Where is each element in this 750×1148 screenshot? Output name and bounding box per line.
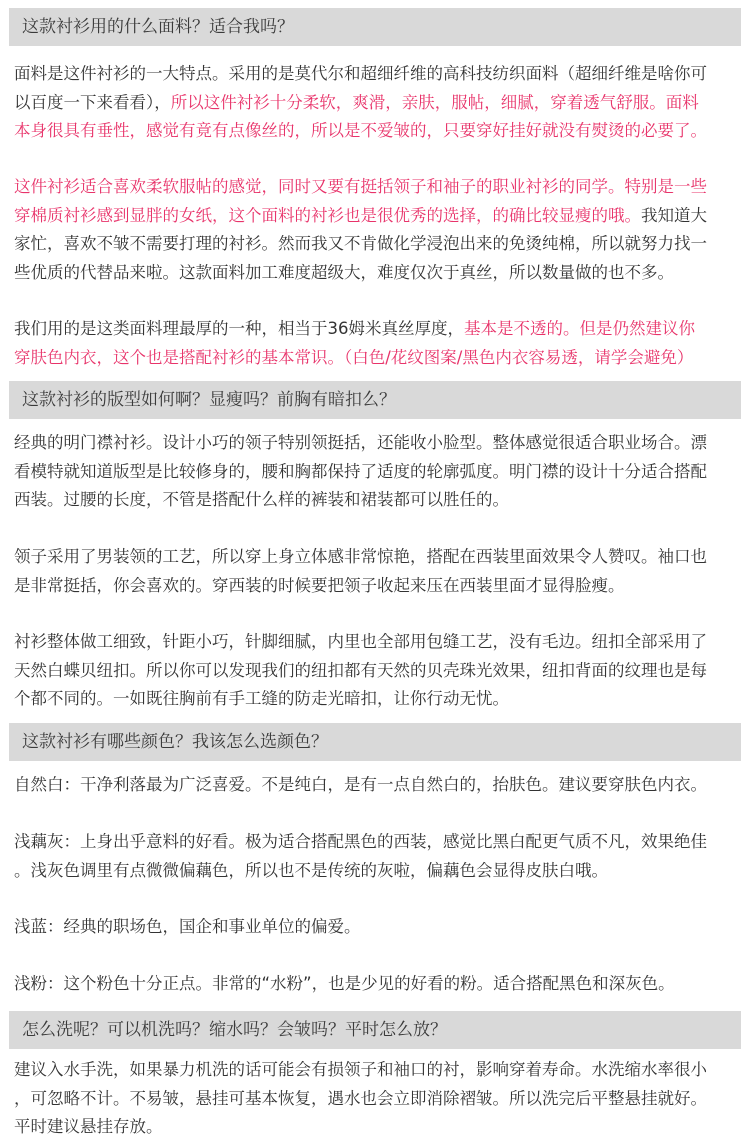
text-line <box>14 970 736 999</box>
paragraph-fit-collar <box>14 543 736 600</box>
text-line <box>14 259 736 288</box>
text-line <box>14 771 736 800</box>
text-line <box>14 1113 736 1142</box>
paragraph-fit-craft <box>14 628 736 714</box>
section-header-colors: 这款衬衫有哪些颜色？我该怎么选颜色？ <box>9 723 741 761</box>
body-text: 平时建议悬挂存放。 <box>14 1117 163 1136</box>
text-line <box>14 913 736 942</box>
paragraph-color-grey <box>14 828 736 885</box>
text-line <box>14 173 736 202</box>
body-text: 我知道大 <box>641 205 707 225</box>
body-text: 看模特就知道版型是比较修身的，腰和胸都保持了适度的轮廓弧度。明门襟的设计十分适合搭配 <box>14 461 707 481</box>
body-text: 经典的明门襟衬衫。设计小巧的领子特别领挺括，还能收小脸型。整体感觉很适合职业场合。漂 <box>14 433 707 452</box>
body-text: 些优质的代替品来啦。这款面料加工难度超级大，难度仅次于真丝，所以数量做的也不多。 <box>14 262 674 282</box>
body-text: 浅蓝：经典的职场色，国企和事业单位的偏爱。 <box>14 917 361 936</box>
body-text: 家忙，喜欢不皱不需要打理的衬衫。然而我又不肯做化学浸泡出来的免烫纯棉，所以就努力找一 <box>14 234 707 253</box>
body-text: 建议入水手洗，如果暴力机洗的话可能会有损领子和袖口的衬，影响穿着寿命。水洗缩水率很小 <box>14 1060 707 1079</box>
text-line <box>14 458 736 487</box>
body-text: 自然白：干净利落最为广泛喜爱。不是纯白，是有一点自然白的，抬肤色。建议要穿肤色内衣。 <box>14 775 707 794</box>
text-line <box>14 344 736 373</box>
body-text: 领子采用了男装领的工艺，所以穿上身立体感非常惊艳，搭配在西装里面效果令人赞叹。袖口也 <box>14 547 707 566</box>
paragraph-color-pink <box>14 970 736 999</box>
body-text: 我们用的是这类面料理最厚的一种，相当于36姆米真丝厚度， <box>14 319 464 338</box>
text-line <box>14 628 736 657</box>
section-header-fabric: 这款衬衫用的什么面料？适合我吗？ <box>9 8 741 46</box>
body-text: ，可忽略不计。不易皱，悬挂可基本恢复，遇水也会立即消除褶皱。所以洗完后平整悬挂就好。 <box>14 1088 707 1108</box>
paragraph-color-white <box>14 771 736 800</box>
text-line <box>14 486 736 515</box>
text-line <box>14 315 736 344</box>
text-line <box>14 543 736 572</box>
text-line <box>14 429 736 458</box>
text-line <box>14 572 736 601</box>
text-line <box>14 89 736 118</box>
paragraph-fabric-suitability <box>14 173 736 287</box>
section-header-fit: 这款衬衫的版型如何啊？显瘦吗？前胸有暗扣么？ <box>9 381 741 419</box>
highlight-text: 穿肤色内衣，这个也是搭配衬衫的基本常识。（白色/花纹图案/黑色内衣容易透，请学会避免） <box>14 347 694 367</box>
text-line <box>14 1085 736 1114</box>
paragraph-fit-style <box>14 429 736 515</box>
body-text: 浅粉：这个粉色十分正点。非常的“水粉”，也是少见的好看的粉。适合搭配黑色和深灰色。 <box>14 974 675 993</box>
paragraph-fabric-thickness <box>14 315 736 372</box>
highlight-text: 所以这件衬衫十分柔软，爽滑，亲肤，服帖，细腻，穿着透气舒服。面料 <box>170 92 699 112</box>
body-text: 是非常挺括，你会喜欢的。穿西装的时候要把领子收起来压在西装里面才显得脸瘦。 <box>14 575 625 595</box>
highlight-text: 穿棉质衬衫感到显胖的女纸，这个面料的衬衫也是很优秀的选择，的确比较显瘦的哦。 <box>14 205 641 225</box>
text-line <box>14 202 736 231</box>
body-text: 浅藕灰：上身出乎意料的好看。极为适合搭配黑色的西装，感觉比黑白配更气质不凡，效果绝佳 <box>14 832 707 851</box>
text-line <box>14 685 736 714</box>
highlight-text: 这件衬衫适合喜欢柔软服帖的感觉，同时又要有挺括领子和袖子的职业衬衫的同学。特别是一些 <box>14 177 707 196</box>
text-line <box>14 657 736 686</box>
body-text: 。浅灰色调里有点微微偏藕色，所以也不是传统的灰啦，偏藕色会显得皮肤白哦。 <box>14 860 608 880</box>
paragraph-care-instructions <box>14 1056 736 1142</box>
text-line <box>14 1056 736 1085</box>
body-text: 面料是这件衬衫的一大特点。采用的是莫代尔和超细纤维的高科技纺织面料（超细纤维是啥你可 <box>14 64 707 83</box>
body-text: 天然白蝶贝纽扣。所以你可以发现我们的纽扣都有天然的贝壳珠光效果，纽扣背面的纹理也是每 <box>14 660 707 680</box>
text-line <box>14 857 736 886</box>
text-line <box>14 230 736 259</box>
text-line <box>14 117 736 146</box>
section-header-care: 怎么洗呢？可以机洗吗？缩水吗？会皱吗？平时怎么放？ <box>9 1011 741 1049</box>
body-text: 衬衫整体做工细致，针距小巧，针脚细腻，内里也全部用包缝工艺，没有毛边。纽扣全部采用了 <box>14 632 707 651</box>
body-text: 以百度一下来看看）， <box>14 92 171 112</box>
highlight-text: 本身很具有垂性，感觉有竟有点像丝的，所以是不爱皱的，只要穿好挂好就没有熨烫的必要了。 <box>14 121 707 140</box>
body-text: 西装。过腰的长度，不管是搭配什么样的裤装和裙装都可以胜任的。 <box>14 490 509 509</box>
paragraph-fabric-intro <box>14 60 736 146</box>
highlight-text: 基本是不透的。但是仍然建议你 <box>464 319 695 338</box>
paragraph-color-blue <box>14 913 736 942</box>
body-text: 个都不同的。一如既往胸前有手工缝的防走光暗扣，让你行动无忧。 <box>14 689 509 708</box>
text-line <box>14 60 736 89</box>
text-line <box>14 828 736 857</box>
